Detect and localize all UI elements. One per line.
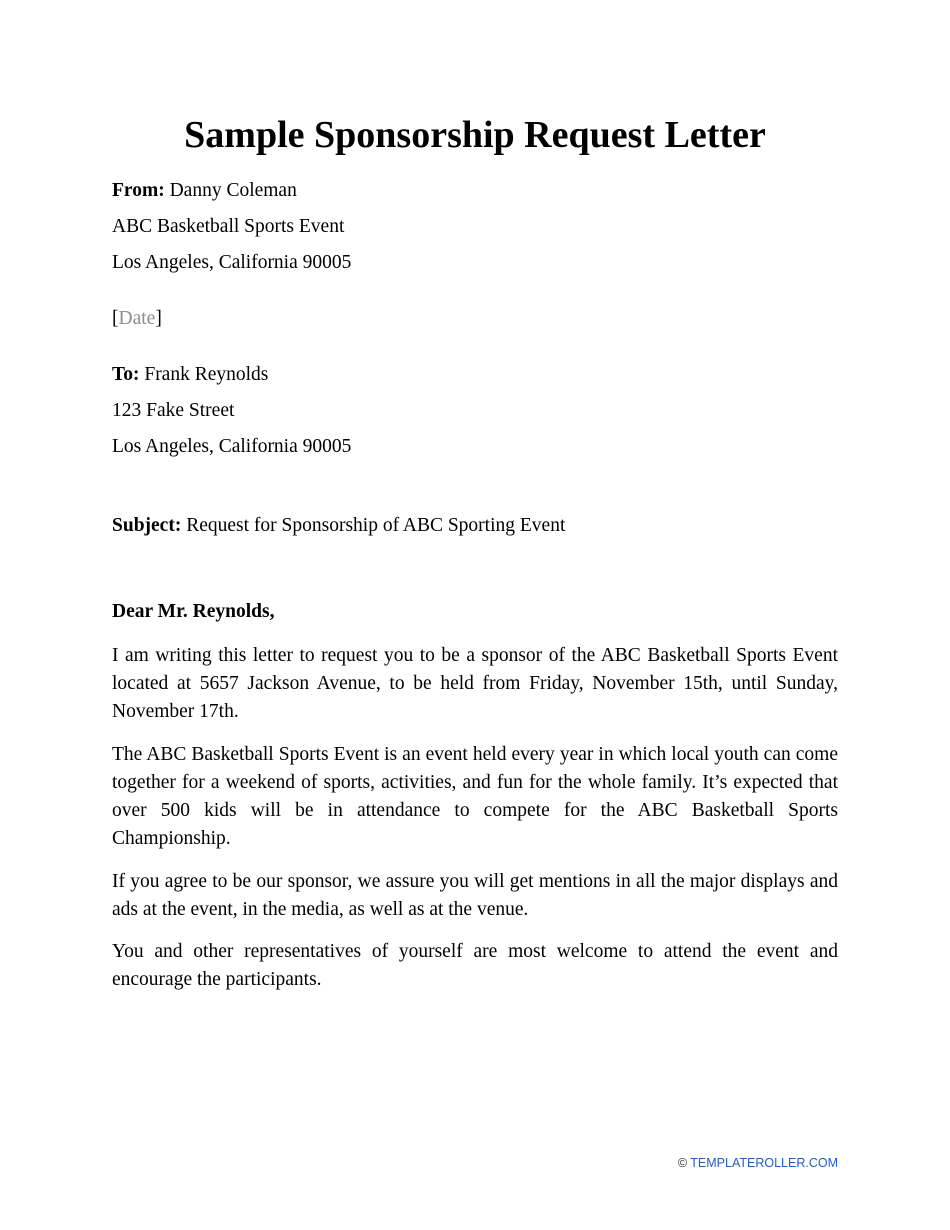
from-name: Danny Coleman (169, 180, 297, 201)
to-name: Frank Reynolds (144, 364, 269, 385)
from-city-line: Los Angeles, California 90005 (112, 252, 352, 273)
to-street: 123 Fake Street (112, 400, 235, 421)
date-line (112, 307, 162, 331)
body-paragraph-4: You and other representatives of yourself are most welcome to attend the event and encourage the participants. (112, 941, 838, 990)
subject-line (112, 514, 565, 538)
from-label: From: (112, 180, 165, 201)
date-close-bracket: ] (155, 308, 162, 329)
body-paragraph-2: The ABC Basketball Sports Event is an event held every year in which local youth can come together for a weekend of sports, activities, and fun for the whole family. It’s expected that over 500 kids will be in attendance to compete for the ABC Basketball Sports Championship. (112, 744, 838, 849)
subject-text: Request for Sponsorship of ABC Sporting Event (186, 515, 566, 536)
to-line (112, 363, 268, 387)
to-city-line: Los Angeles, California 90005 (112, 436, 352, 457)
salutation (112, 600, 275, 624)
copyright-symbol: © (677, 1156, 688, 1170)
body-paragraph-3: If you agree to be our sponsor, we assure you will get mentions in all the major displays and ads at the event, in the media, as well as at the venue. (112, 871, 838, 920)
salutation-text: Dear Mr. Reynolds, (112, 601, 275, 622)
date-placeholder[interactable]: Date (118, 308, 156, 329)
from-line (112, 179, 297, 203)
date-open-bracket: [ (112, 308, 119, 329)
subject-label: Subject: (112, 515, 182, 536)
body-paragraph-1: I am writing this letter to request you to be a sponsor of the ABC Basketball Sports Event located at 5657 Jackson Avenue, to be held from Friday, November 15th, until Sunday, November 17th. (112, 645, 838, 722)
templateroller-link[interactable]: TEMPLATEROLLER.COM (690, 1156, 838, 1170)
to-label: To: (112, 364, 140, 385)
from-organization: ABC Basketball Sports Event (112, 216, 345, 237)
document-title: Sample Sponsorship Request Letter (184, 114, 766, 156)
footer-credit (678, 1155, 838, 1171)
